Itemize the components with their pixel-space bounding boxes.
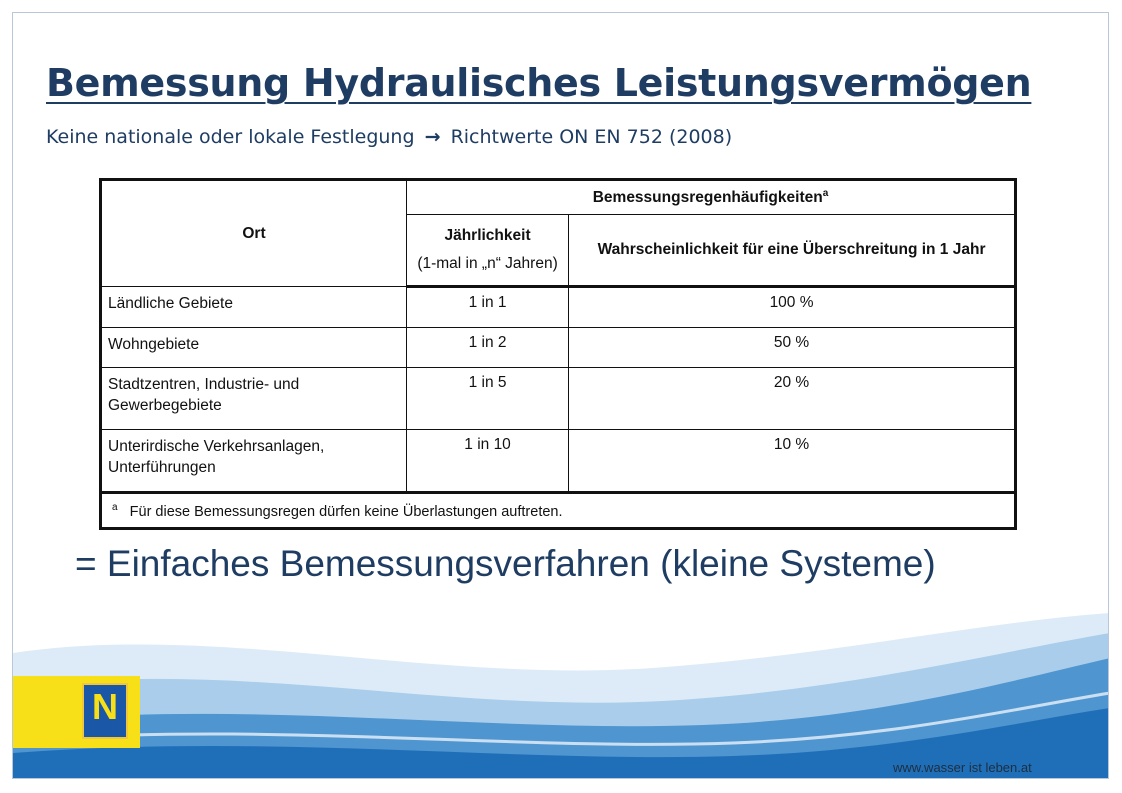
table-header-row [101, 180, 1016, 215]
slide-subtitle [46, 126, 732, 148]
cell-wahrscheinlichkeit: 50 % [569, 328, 1016, 368]
subtitle-reference: Richtwerte ON EN 752 (2008) [450, 126, 733, 148]
footer-url: www.wasser ist leben.at [893, 760, 1032, 775]
cell-jaehrlichkeit: 1 in 2 [407, 328, 569, 368]
slide [12, 12, 1109, 779]
footnote-text: Für diese Bemessungsregen dürfen keine Überlastungen auftreten. [129, 503, 563, 520]
cell-jaehrlichkeit: 1 in 5 [407, 368, 569, 430]
header-group-footnote-mark: a [822, 187, 829, 199]
table-row [101, 287, 1016, 328]
table-row [101, 368, 1016, 430]
conclusion-statement: = Einfaches Bemessungsverfahren (kleine Systeme) [75, 543, 936, 584]
cell-ort: Wohngebiete [101, 328, 407, 368]
header-group-label: Bemessungsregenhäufigkeiten [592, 189, 823, 207]
cell-ort: Unterirdische Verkehrsanlagen, Unterführungen [101, 430, 407, 493]
table-row [101, 430, 1016, 493]
cell-ort: Stadtzentren, Industrie- und Gewerbegebiete [101, 368, 407, 430]
lower-austria-logo: N [82, 683, 128, 739]
header-jaehrlichkeit-label: Jährlichkeit [444, 227, 531, 244]
header-jaehrlichkeit-sub: (1-mal in „n“ Jahren) [417, 255, 558, 272]
header-ort: Ort [101, 180, 407, 287]
slide-title: Bemessung Hydraulisches Leistungsvermögen [46, 61, 1032, 105]
table-row [101, 328, 1016, 368]
cell-wahrscheinlichkeit: 20 % [569, 368, 1016, 430]
cell-ort: Ländliche Gebiete [101, 287, 407, 328]
cell-wahrscheinlichkeit: 10 % [569, 430, 1016, 493]
cell-jaehrlichkeit: 1 in 10 [407, 430, 569, 493]
header-jaehrlichkeit [407, 215, 569, 287]
subtitle-text: Keine nationale oder lokale Festlegung [46, 126, 415, 148]
footnote-mark: a [112, 501, 118, 513]
arrow-right-icon: → [424, 126, 441, 148]
header-group [407, 180, 1016, 215]
design-frequency-table [99, 178, 1017, 530]
table-footnote-row [101, 493, 1016, 529]
header-wahrscheinlichkeit: Wahrscheinlichkeit für eine Überschreitung in 1 Jahr [569, 215, 1016, 287]
cell-wahrscheinlichkeit: 100 % [569, 287, 1016, 328]
table-footnote [101, 493, 1016, 529]
wave-decoration [13, 613, 1109, 779]
cell-jaehrlichkeit: 1 in 1 [407, 287, 569, 328]
